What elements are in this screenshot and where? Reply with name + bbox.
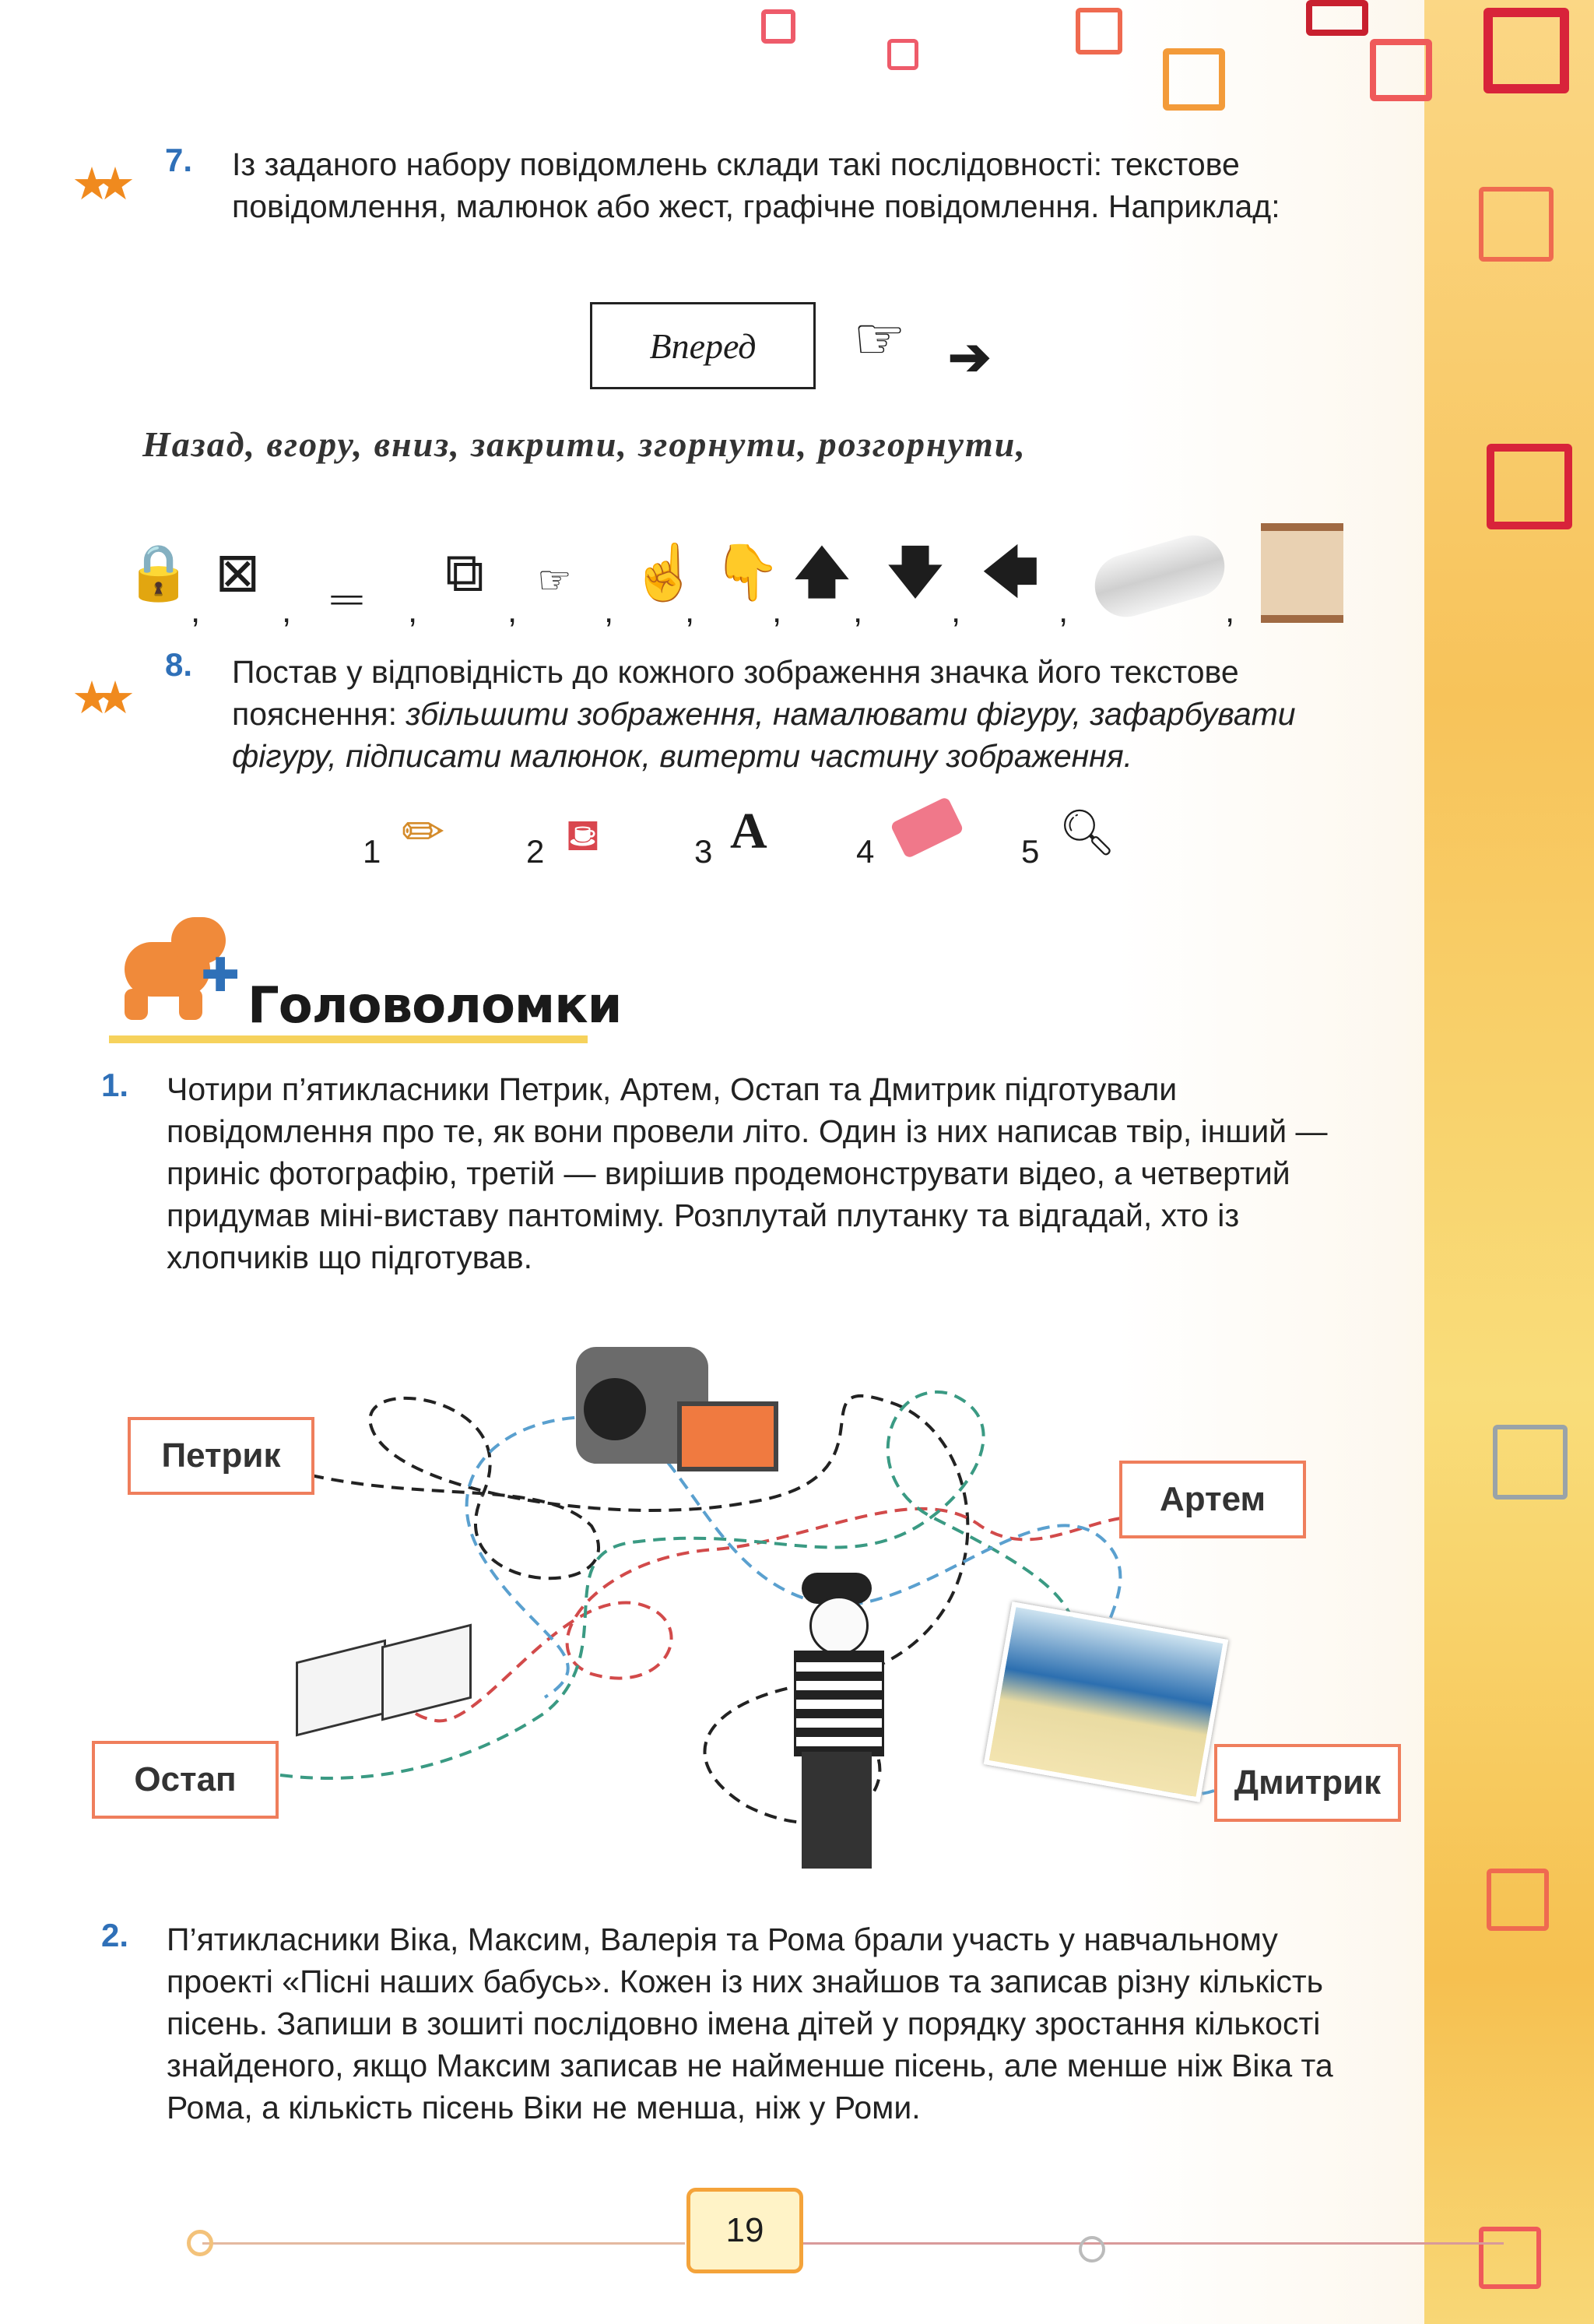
puzzle2-number: 2. (101, 1917, 129, 1953)
comma: , (1059, 592, 1069, 630)
lock-icon: 🔒 (125, 542, 193, 603)
name-box-petryk: Петрик (128, 1417, 314, 1495)
comma: , (507, 592, 518, 630)
comma: , (604, 592, 614, 630)
tool-number: 2 (526, 833, 545, 870)
task7-number: 7. (165, 142, 193, 178)
example-word-box: Вперед (590, 302, 816, 389)
star-icon: ★★ (72, 159, 118, 209)
arrow-up-icon: 🡅 (794, 542, 850, 603)
comma: , (853, 592, 863, 630)
minimize-icon: ‗ (332, 542, 362, 603)
puzzles-heading: Головоломки (248, 977, 622, 1035)
camcorder-image (576, 1324, 778, 1479)
arrow-down-icon: 🡇 (887, 542, 943, 603)
tool-number: 1 (363, 833, 381, 870)
name-box-artem: Артем (1119, 1461, 1306, 1538)
task7-text: Із заданого набору повідомлень склади такі послідовності: текстове повідомлення, малюнок або жест, графічне повідомлення. Наприклад: (232, 146, 1280, 224)
comma: , (408, 592, 418, 630)
pencil-icon: ✏ (402, 803, 445, 860)
arrow-right-icon: ➔ (948, 328, 992, 385)
task8-text-italic: збільшити зображення, намалювати фігуру, зафарбувати фігуру, підписати малюнок, витерти частину зображення. (232, 696, 1296, 774)
page-number: 19 (686, 2188, 803, 2273)
puzzle2-text: П’ятикласники Віка, Максим, Валерія та Рома брали участь у навчальному проекті «Пісні наших бабусь». Кожен із них знайшов та записав різну кількість пісень. Запиши в зошиті послідовно імена дітей у порядку зростання кількості знайденого, якщо Максим записав не найменше пісень, але менше ніж Віка та Рома, а кількість пісень Віки не менша, ніж у Роми. (167, 1921, 1333, 2125)
comma: , (685, 592, 695, 630)
name-box-ostap: Остап (92, 1741, 279, 1819)
magnifier-icon: 🔍︎ (1059, 807, 1116, 858)
comma: , (282, 592, 292, 630)
arrow-left-icon: 🡄 (982, 542, 1039, 603)
pointing-hand-right-icon: ☞ (537, 558, 572, 602)
comma: , (951, 592, 961, 630)
puzzle-piece-icon: ✚ (201, 949, 241, 1001)
name-box-dmytryk: Дмитрик (1214, 1744, 1401, 1822)
tool-number: 4 (856, 833, 875, 870)
comma: , (1225, 592, 1235, 630)
close-box-icon: ⊠ (215, 542, 261, 603)
text-A-icon: A (730, 803, 767, 860)
footer-line-left (202, 2242, 685, 2245)
tool-number: 5 (1021, 833, 1040, 870)
star-icon: ★★ (72, 673, 118, 723)
puzzle1-number: 1. (101, 1067, 129, 1103)
comma: , (772, 592, 782, 630)
task8-number: 8. (165, 646, 193, 683)
footer-circle-icon (1079, 2236, 1105, 2262)
hand-down-icon: 👇 (713, 542, 781, 603)
puzzle1-text: Чотири п’ятикласники Петрик, Артем, Остап та Дмитрик підготували повідомлення про те, як вони провели літо. Один із них написав твір, інший — приніс фотографію, третій — вирішив продемонструвати відео, а четвертий придумав міні-виставу пантоміму. Розплутай плутанку та відгадай, хто із хлопчиків що підготував. (167, 1071, 1328, 1275)
words-line: Назад, вгору, вниз, закрити, згорнути, розгорнути, (142, 424, 1027, 464)
hand-up-icon: ☝ (630, 542, 699, 603)
mime-image (778, 1573, 918, 1876)
paint-bucket-icon: ⛾ (565, 810, 601, 860)
pointing-hand-icon: ☞ (853, 306, 907, 372)
restore-icon: ⧉ (445, 542, 484, 603)
task8-text-plain: Постав у відповідність до кожного зображення значка його текстове пояснення: (232, 654, 1239, 732)
footer-line-right (803, 2242, 1504, 2245)
tool-number: 3 (694, 833, 713, 870)
open-book-image (296, 1635, 467, 1728)
comma: , (191, 592, 201, 630)
footer-circle-icon (187, 2230, 213, 2256)
